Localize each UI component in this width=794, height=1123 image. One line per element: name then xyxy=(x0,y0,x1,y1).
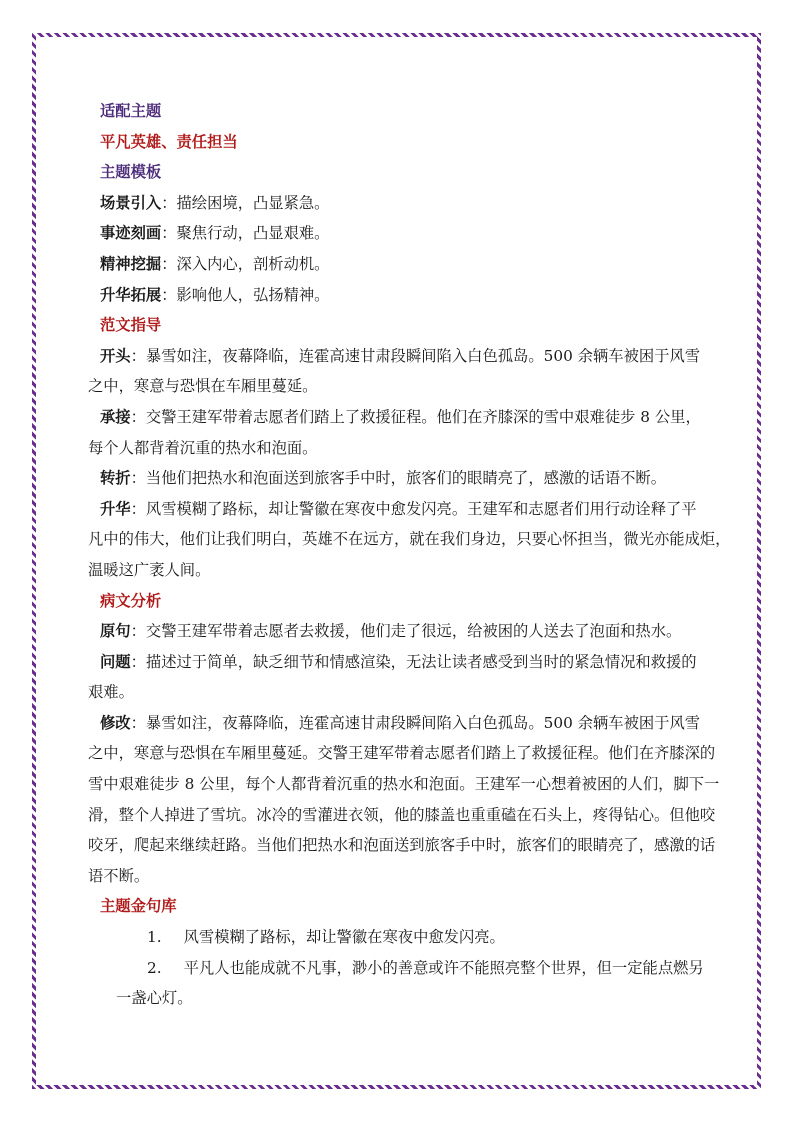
heading-analysis: 病文分析 xyxy=(100,591,162,610)
analysis-problem: 问题：描述过于简单，缺乏细节和情感渲染，无法让读者感受到当时的紧急情况和救援的 艰难。 xyxy=(88,652,697,702)
document-content xyxy=(88,96,731,1014)
analysis-revision: 修改：暴雪如注，夜幕降临，连霍高速甘肃段瞬间陷入白色孤岛。500 余辆车被困于风雪 之中，寒意与恐惧在车厢里蔓延。交警王建军带着志愿者们踏上了救援征程。他们在齐膝深的 雪中艰难徒步 8 公里，每个人都背着沉重的热水和泡面。王建军一心想着被困的人们，脚下一 滑，整个人掉进了雪坑。冰冷的雪灌进衣领，他的膝盖也重重磕在石头上，疼得钻心。但他咬 咬牙，爬起来继续赶路。当他们把热水和泡面送到旅客手中时，旅客们的眼睛亮了，感激的话 语不断。 xyxy=(88,713,720,885)
model-paragraph-opening: 开头：暴雪如注，夜幕降临，连霍高速甘肃段瞬间陷入白色孤岛。500 余辆车被困于风雪 之中，寒意与恐惧在车厢里蔓延。 xyxy=(88,346,701,396)
model-paragraph-transition: 承接：交警王建军带着志愿者们踏上了救援征程。他们在齐膝深的雪中艰难徒步 8 公里， 每个人都背着沉重的热水和泡面。 xyxy=(88,407,701,457)
quote-item: 1. 风雪模糊了路标，却让警徽在寒夜中愈发闪亮。 xyxy=(147,928,505,947)
quote-item: 2. 平凡人也能成就不凡事，渺小的善意或许不能照亮整个世界，但一定能点燃另 一盏心灯。 xyxy=(116,958,704,1008)
model-paragraph-turn: 转折：当他们把热水和泡面送到旅客手中时，旅客们的眼睛亮了，感激的话语不断。 xyxy=(100,469,667,488)
heading-quotes: 主题金句库 xyxy=(100,897,177,916)
template-item: 场景引入：描绘困境，凸显紧急。 xyxy=(100,193,330,212)
heading-template: 主题模板 xyxy=(100,163,162,182)
analysis-original: 原句：交警王建军带着志愿者去救援，他们走了很远，给被困的人送去了泡面和热水。 xyxy=(100,622,682,641)
heading-model: 范文指导 xyxy=(100,316,162,335)
theme-title: 平凡英雄、责任担当 xyxy=(100,132,238,151)
heading-theme: 适配主题 xyxy=(100,102,162,120)
template-item: 事迹刻画：聚焦行动，凸显艰难。 xyxy=(100,224,330,243)
template-item: 精神挖掘：深入内心，剖析动机。 xyxy=(100,254,330,273)
model-paragraph-sublimation: 升华：风雪模糊了路标，却让警徽在寒夜中愈发闪亮。王建军和志愿者们用行动诠释了平 凡中的伟大，他们让我们明白，英雄不在远方，就在我们身边，只要心怀担当，微光亦能成炬， 温暖这广袤人间。 xyxy=(88,499,731,579)
template-item: 升华拓展：影响他人，弘扬精神。 xyxy=(100,285,330,304)
